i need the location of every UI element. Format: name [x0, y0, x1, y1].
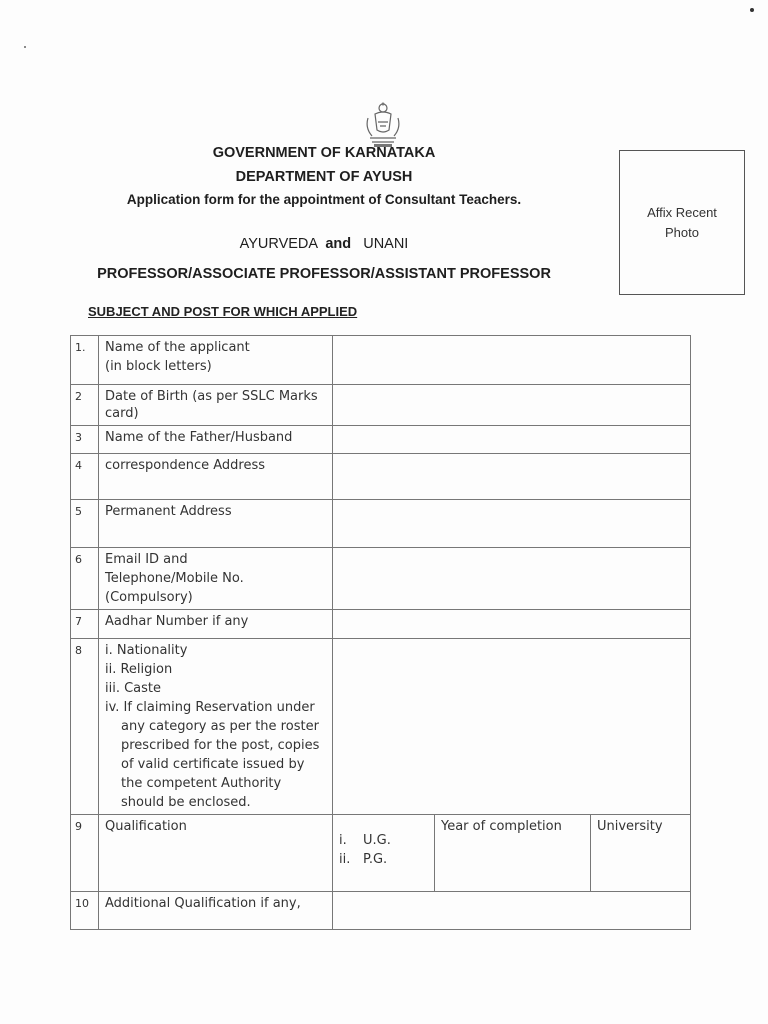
label-line: Permanent Address: [105, 504, 232, 519]
field-value-cell[interactable]: [333, 610, 691, 639]
systems-ayurveda: AYURVEDA: [239, 236, 318, 252]
scan-speck: [24, 46, 26, 48]
qualification-level: P.G.: [363, 852, 388, 867]
photo-box-line2: Photo: [665, 224, 699, 240]
field-label: [99, 454, 333, 500]
row-number: 4: [71, 454, 99, 500]
year-of-completion-label: Year of completion: [441, 819, 562, 834]
department-title: DEPARTMENT OF AYUSH: [235, 169, 413, 185]
field-value-cell[interactable]: [333, 548, 691, 610]
label-line: (Compulsory): [105, 590, 193, 605]
label-line: correspondence Address: [105, 458, 266, 473]
field-value-cell[interactable]: [333, 385, 691, 426]
label-line: Name of the applicant: [105, 340, 250, 355]
label-line: Name of the Father/Husband: [105, 430, 293, 445]
field-label: [99, 610, 333, 639]
table-row: [71, 454, 691, 500]
field-value-cell[interactable]: [333, 454, 691, 500]
roman-numeral: ii.: [339, 852, 351, 867]
field-label: [99, 548, 333, 610]
table-row: [71, 336, 691, 385]
label-line: Email ID and: [105, 552, 188, 567]
label-line: Aadhar Number if any: [105, 614, 249, 629]
label-line: ii. Religion: [105, 662, 173, 677]
scan-speck: [750, 8, 754, 12]
label-line: card): [105, 406, 139, 421]
row-number: 10: [71, 892, 99, 930]
table-row: [71, 500, 691, 548]
label-line: Additional Qualification if any,: [105, 896, 301, 911]
field-label: [99, 639, 333, 815]
row-number: 6: [71, 548, 99, 610]
label-line: of valid certificate issued by: [121, 757, 305, 772]
table-row: [71, 639, 691, 815]
field-label: [99, 336, 333, 385]
roman-numeral: i.: [339, 833, 347, 848]
label-line: the competent Authority: [121, 776, 282, 791]
systems-title: [0, 236, 708, 252]
subject-heading: SUBJECT AND POST FOR WHICH APPLIED: [88, 304, 358, 319]
systems-unani: UNANI: [363, 236, 409, 252]
row-number: 1.: [71, 336, 99, 385]
row-number: 2: [71, 385, 99, 426]
table-row: [71, 892, 691, 930]
field-value-cell[interactable]: [333, 639, 691, 815]
label-line: prescribed for the post, copies: [121, 738, 320, 753]
qualification-levels-cell[interactable]: [333, 815, 435, 892]
field-value-cell[interactable]: [333, 426, 691, 454]
table-row: [71, 426, 691, 454]
university-label: University: [597, 819, 663, 834]
photo-box: [619, 150, 745, 295]
photo-box-line1: Affix Recent: [647, 204, 717, 220]
label-line: Telephone/Mobile No.: [105, 571, 244, 586]
row-number: 8: [71, 639, 99, 815]
karnataka-emblem-icon: [360, 100, 406, 150]
label-line: any category as per the roster: [121, 719, 319, 734]
field-value-cell[interactable]: [333, 336, 691, 385]
row-number: 3: [71, 426, 99, 454]
year-of-completion-cell[interactable]: [435, 815, 591, 892]
table-row: [71, 385, 691, 426]
form-title: Application form for the appointment of Consultant Teachers.: [126, 192, 522, 207]
row-number: 5: [71, 500, 99, 548]
label-line: Date of Birth (as per SSLC Marks: [105, 389, 318, 404]
table-row: [71, 815, 691, 892]
field-value-cell[interactable]: [333, 892, 691, 930]
qualification-level: U.G.: [363, 833, 391, 848]
table-row: [71, 610, 691, 639]
field-label: [99, 500, 333, 548]
qualification-item: [339, 850, 428, 869]
field-label: [99, 426, 333, 454]
row-number: 7: [71, 610, 99, 639]
row-number: 9: [71, 815, 99, 892]
label-line: Qualification: [105, 819, 187, 834]
table-row: [71, 548, 691, 610]
field-label: [99, 385, 333, 426]
university-cell[interactable]: [591, 815, 691, 892]
systems-and: and: [325, 236, 352, 252]
label-line: should be enclosed.: [121, 795, 251, 810]
label-line: iv. If claiming Reservation under: [105, 700, 315, 715]
application-form-table: [70, 335, 691, 930]
posts-title: PROFESSOR/ASSOCIATE PROFESSOR/ASSISTANT PROFESSOR: [97, 266, 551, 282]
field-label: [99, 815, 333, 892]
field-label: [99, 892, 333, 930]
label-line: (in block letters): [105, 359, 212, 374]
government-title: GOVERNMENT OF KARNATAKA: [212, 145, 436, 161]
qualification-item: [339, 831, 428, 850]
label-line: i. Nationality: [105, 643, 188, 658]
label-line: iii. Caste: [105, 681, 162, 696]
field-value-cell[interactable]: [333, 500, 691, 548]
